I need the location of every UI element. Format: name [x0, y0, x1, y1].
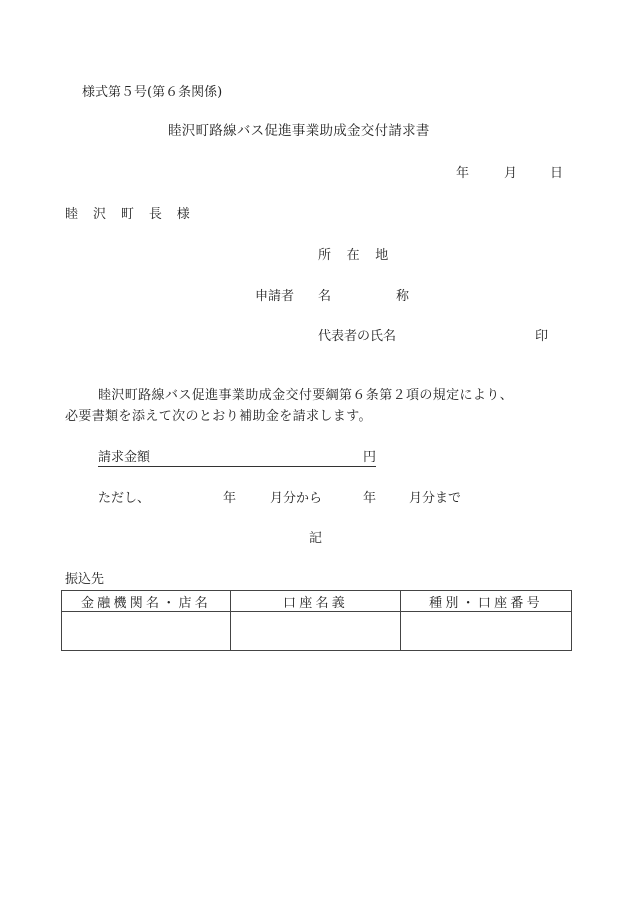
period-month-to: 月分まで: [409, 491, 462, 506]
claim-amount-row: [98, 451, 376, 467]
account-number-header: 種別・口座番号: [401, 591, 572, 612]
name-label: [318, 290, 409, 303]
table-header-row: [62, 591, 572, 612]
date-day-label: 日: [550, 166, 564, 181]
claim-amount-label: 請求金額: [98, 450, 151, 465]
note-mark: 記: [309, 531, 323, 546]
representative-label: 代表者の氏名: [318, 329, 397, 344]
body-text-line-1: 睦沢町路線バス促進事業助成金交付要綱第６条第２項の規定により、: [98, 388, 514, 403]
transfer-label: 振込先: [65, 572, 105, 587]
document-title: 睦沢町路線バス促進事業助成金交付請求書: [168, 123, 430, 139]
table-row: [62, 612, 572, 651]
name-label-part-2: 称: [396, 289, 410, 304]
account-holder-cell[interactable]: [231, 612, 401, 651]
period-prefix: ただし、: [98, 491, 151, 506]
date-year-label: 年: [456, 166, 470, 181]
seal-mark: 印: [535, 329, 549, 344]
address-label: 所在地: [318, 248, 404, 263]
period-year-to: 年: [363, 491, 377, 506]
bank-name-header: 金融機関名・店名: [62, 591, 231, 612]
account-holder-header: 口座名義: [231, 591, 401, 612]
bank-account-table: [61, 590, 572, 651]
applicant-label: 申請者: [255, 289, 295, 304]
account-number-cell[interactable]: [401, 612, 572, 651]
addressee: 睦沢町長様: [65, 207, 205, 222]
date-month-label: 月: [504, 166, 518, 181]
period-month-from: 月分から: [270, 491, 323, 506]
period-year-from: 年: [223, 491, 237, 506]
bank-name-cell[interactable]: [62, 612, 231, 651]
form-number: 様式第５号(第６条関係): [82, 85, 223, 100]
name-label-part-1: 名: [318, 289, 332, 304]
body-text-line-2: 必要書類を添えて次のとおり補助金を請求します。: [65, 409, 372, 424]
yen-unit: 円: [362, 450, 376, 465]
